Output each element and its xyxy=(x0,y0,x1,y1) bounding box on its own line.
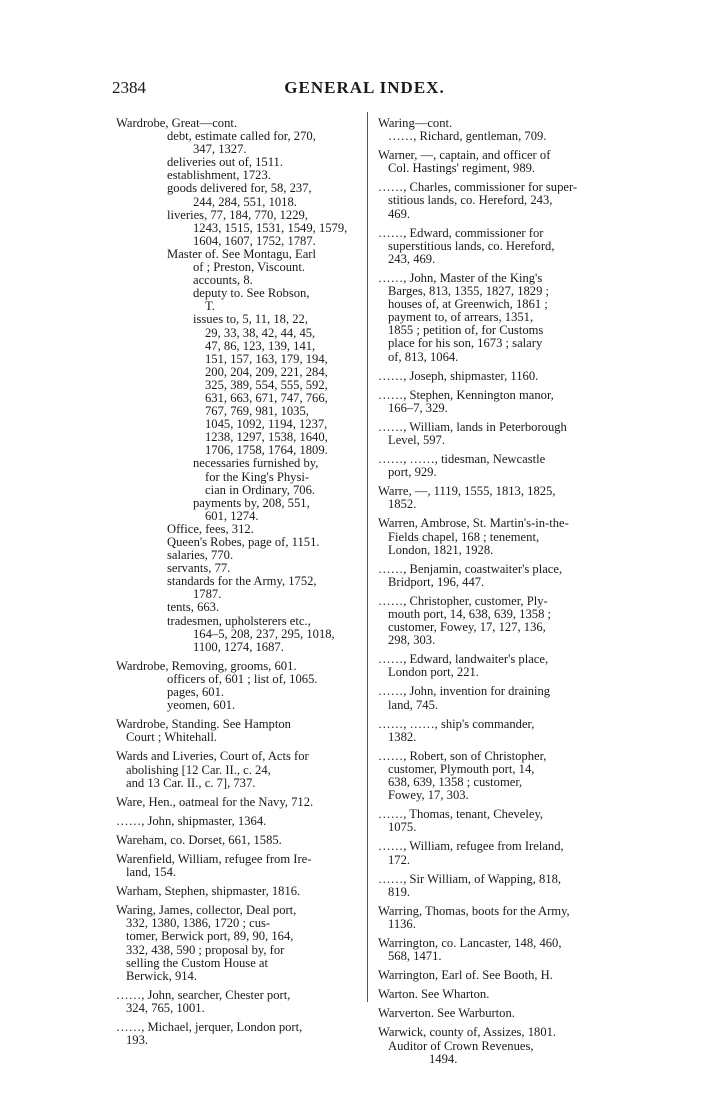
index-line: Ware, Hen., oatmeal for the Navy, 712. xyxy=(116,794,314,809)
index-line: tents, 663. xyxy=(167,600,220,615)
index-line: ……, William, refugee from Ireland, xyxy=(378,839,564,854)
index-line: goods delivered for, 58, 237, xyxy=(167,181,312,196)
index-line: 1604, 1607, 1752, 1787. xyxy=(193,233,316,248)
index-line: servants, 77. xyxy=(167,561,231,576)
index-line: 172. xyxy=(388,852,411,867)
index-line: 29, 33, 38, 42, 44, 45, xyxy=(205,325,316,340)
index-line: customer, Fowey, 17, 127, 136, xyxy=(388,620,546,635)
index-line: 1855 ; petition of, for Customs xyxy=(388,323,544,338)
index-line: superstitious lands, co. Hereford, xyxy=(388,238,555,253)
index-line: pages, 601. xyxy=(167,685,225,700)
index-line: 244, 284, 551, 1018. xyxy=(193,194,297,209)
index-line: ……, Thomas, tenant, Cheveley, xyxy=(378,807,544,822)
index-line: 1243, 1515, 1531, 1549, 1579, xyxy=(193,220,348,235)
index-line: debt, estimate called for, 270, xyxy=(167,129,316,144)
index-line: cian in Ordinary, 706. xyxy=(205,482,316,497)
index-line: stitious lands, co. Hereford, 243, xyxy=(388,193,553,208)
index-line: tomer, Berwick port, 89, 90, 164, xyxy=(126,929,294,944)
index-line: ……, Edward, commissioner for xyxy=(378,225,544,240)
index-line: ……, John, Master of the King's xyxy=(378,270,543,285)
index-line: necessaries furnished by, xyxy=(193,456,319,471)
index-line: Warham, Stephen, shipmaster, 1816. xyxy=(116,884,301,899)
index-line: abolishing [12 Car. II., c. 24, xyxy=(126,762,271,777)
index-line: establishment, 1723. xyxy=(167,168,271,183)
index-line: Fields chapel, 168 ; tenement, xyxy=(388,529,540,544)
index-line: deliveries out of, 1511. xyxy=(167,155,284,170)
index-line: 469. xyxy=(388,206,411,221)
index-line: Wareham, co. Dorset, 661, 1585. xyxy=(116,832,282,847)
index-line: ……, Richard, gentleman, 709. xyxy=(388,129,547,144)
index-line: Warre, —, 1119, 1555, 1813, 1825, xyxy=(378,484,556,499)
index-line: and 13 Car. II., c. 7], 737. xyxy=(126,775,256,790)
index-line: 332, 1380, 1386, 1720 ; cus- xyxy=(126,916,271,931)
index-line: Wards and Liveries, Court of, Acts for xyxy=(116,749,309,764)
index-line: 1494. xyxy=(429,1051,458,1066)
index-line: ……, Michael, jerquer, London port, xyxy=(116,1020,303,1034)
index-line: 1706, 1758, 1764, 1809. xyxy=(205,443,328,458)
index-line: ……, Stephen, Kennington manor, xyxy=(378,387,554,402)
index-line: 568, 1471. xyxy=(388,949,442,964)
index-line: 193. xyxy=(126,1033,149,1048)
index-line: 1045, 1092, 1194, 1237, xyxy=(205,417,328,432)
index-line: Wardrobe, Standing. See Hampton xyxy=(116,717,291,732)
index-line: 164–5, 208, 237, 295, 1018, xyxy=(193,626,335,641)
index-line: place for his son, 1673 ; salary xyxy=(388,336,543,351)
index-line: ……, Charles, commissioner for super- xyxy=(378,180,578,195)
index-line: 638, 639, 1358 ; customer, xyxy=(388,775,523,790)
index-line: 243, 469. xyxy=(388,251,436,266)
index-column-left xyxy=(116,117,356,1047)
index-line: land, 745. xyxy=(388,697,439,712)
index-line: ……, Christopher, customer, Ply- xyxy=(378,593,548,608)
index-line: Wardrobe, Great—cont. xyxy=(116,116,238,130)
index-line: Warwick, county of, Assizes, 1801. xyxy=(378,1025,557,1040)
index-line: 166–7, 329. xyxy=(388,400,448,415)
index-line: Queen's Robes, page of, 1151. xyxy=(167,535,320,549)
index-line: liveries, 77, 184, 770, 1229, xyxy=(167,207,308,222)
index-line: 1075. xyxy=(388,820,417,835)
index-line: Berwick, 914. xyxy=(126,968,197,983)
index-line: standards for the Army, 1752, xyxy=(167,574,317,589)
index-line: Auditor of Crown Revenues, xyxy=(388,1038,534,1053)
index-line: Master of. See Montagu, Earl xyxy=(167,246,316,261)
index-line: for the King's Physi- xyxy=(205,469,310,484)
index-line: 347, 1327. xyxy=(193,142,247,157)
index-line: ……, William, lands in Peterborough xyxy=(378,419,567,434)
index-line: customer, Plymouth port, 14, xyxy=(388,761,535,776)
index-line: T. xyxy=(205,299,215,314)
index-line: payments by, 208, 551, xyxy=(193,495,310,510)
index-line: salaries, 770. xyxy=(167,548,234,563)
index-line: ……, Robert, son of Christopher, xyxy=(378,748,547,763)
index-line: ……, Edward, landwaiter's place, xyxy=(378,652,549,667)
index-line: Col. Hastings' regiment, 989. xyxy=(388,161,536,176)
page-number: 2384 xyxy=(112,78,146,97)
index-line: payment to, of arrears, 1351, xyxy=(388,310,534,325)
index-line: of ; Preston, Viscount. xyxy=(193,260,306,275)
index-line: ……, Joseph, shipmaster, 1160. xyxy=(378,368,539,383)
index-column-right xyxy=(378,117,616,1066)
index-line: 1852. xyxy=(388,497,417,512)
index-line: Bridport, 196, 447. xyxy=(388,574,485,589)
index-line: Warring, Thomas, boots for the Army, xyxy=(378,903,570,918)
index-line: Level, 597. xyxy=(388,432,446,447)
index-line: 332, 438, 590 ; proposal by, for xyxy=(126,942,285,957)
index-line: ……, ……, tidesman, Newcastle xyxy=(378,452,546,467)
index-line: Waring, James, collector, Deal port, xyxy=(116,903,297,918)
index-line: ……, Benjamin, coastwaiter's place, xyxy=(378,561,563,576)
index-line: Warren, Ambrose, St. Martin's-in-the- xyxy=(378,516,569,531)
index-line: mouth port, 14, 638, 639, 1358 ; xyxy=(388,607,552,621)
index-line: yeomen, 601. xyxy=(167,698,236,713)
index-line: Office, fees, 312. xyxy=(167,521,254,536)
index-line: ……, Sir William, of Wapping, 818, xyxy=(378,871,562,886)
index-line: 767, 769, 981, 1035, xyxy=(205,404,309,419)
index-line: 1787. xyxy=(193,587,222,602)
index-line: 47, 86, 123, 139, 141, xyxy=(205,338,316,353)
index-line: selling the Custom House at xyxy=(126,955,269,970)
index-line: 601, 1274. xyxy=(205,508,259,523)
index-line: houses of, at Greenwich, 1861 ; xyxy=(388,297,548,312)
index-line: 819. xyxy=(388,884,411,899)
index-line: ……, John, invention for draining xyxy=(378,684,551,699)
index-line: 1100, 1274, 1687. xyxy=(193,639,284,654)
index-line: Warenfield, William, refugee from Ire- xyxy=(116,851,312,866)
index-line: port, 929. xyxy=(388,465,437,480)
index-line: Court ; Whitehall. xyxy=(126,730,218,745)
index-line: of, 813, 1064. xyxy=(388,349,459,364)
index-line: Warverton. See Warburton. xyxy=(378,1006,515,1021)
index-line: 631, 663, 671, 747, 766, xyxy=(205,390,328,405)
column-divider xyxy=(367,112,368,1002)
index-line: accounts, 8. xyxy=(193,273,253,288)
page-header xyxy=(112,78,617,104)
index-line: Warner, —, captain, and officer of xyxy=(378,148,551,163)
index-line: 1382. xyxy=(388,729,417,744)
index-line: officers of, 601 ; list of, 1065. xyxy=(167,671,318,686)
index-line: ……, John, shipmaster, 1364. xyxy=(116,813,267,828)
index-line: ……, ……, ship's commander, xyxy=(378,716,535,731)
index-line: tradesmen, upholsterers etc., xyxy=(167,613,311,628)
index-line: Warton. See Wharton. xyxy=(378,987,490,1002)
index-line: 151, 157, 163, 179, 194, xyxy=(205,351,328,366)
index-line: 1238, 1297, 1538, 1640, xyxy=(205,430,328,445)
index-line: 1136. xyxy=(388,916,416,931)
index-line: 298, 303. xyxy=(388,633,436,648)
index-line: 325, 389, 554, 555, 592, xyxy=(205,377,328,392)
index-line: Barges, 813, 1355, 1827, 1829 ; xyxy=(388,284,550,299)
index-line: Waring—cont. xyxy=(378,116,453,130)
index-line: Warrington, co. Lancaster, 148, 460, xyxy=(378,935,562,950)
index-line: Wardrobe, Removing, grooms, 601. xyxy=(116,658,297,673)
index-line: 324, 765, 1001. xyxy=(126,1000,205,1015)
index-line: deputy to. See Robson, xyxy=(193,286,310,301)
index-line: London port, 221. xyxy=(388,665,479,680)
index-line: Warrington, Earl of. See Booth, H. xyxy=(378,968,553,983)
index-line: ……, John, searcher, Chester port, xyxy=(116,987,291,1002)
index-line: Fowey, 17, 303. xyxy=(388,788,469,803)
index-line: 200, 204, 209, 221, 284, xyxy=(205,364,328,379)
index-line: London, 1821, 1928. xyxy=(388,542,494,557)
index-line: issues to, 5, 11, 18, 22, xyxy=(193,312,308,327)
index-line: land, 154. xyxy=(126,865,177,880)
page-title: GENERAL INDEX. xyxy=(284,78,445,97)
